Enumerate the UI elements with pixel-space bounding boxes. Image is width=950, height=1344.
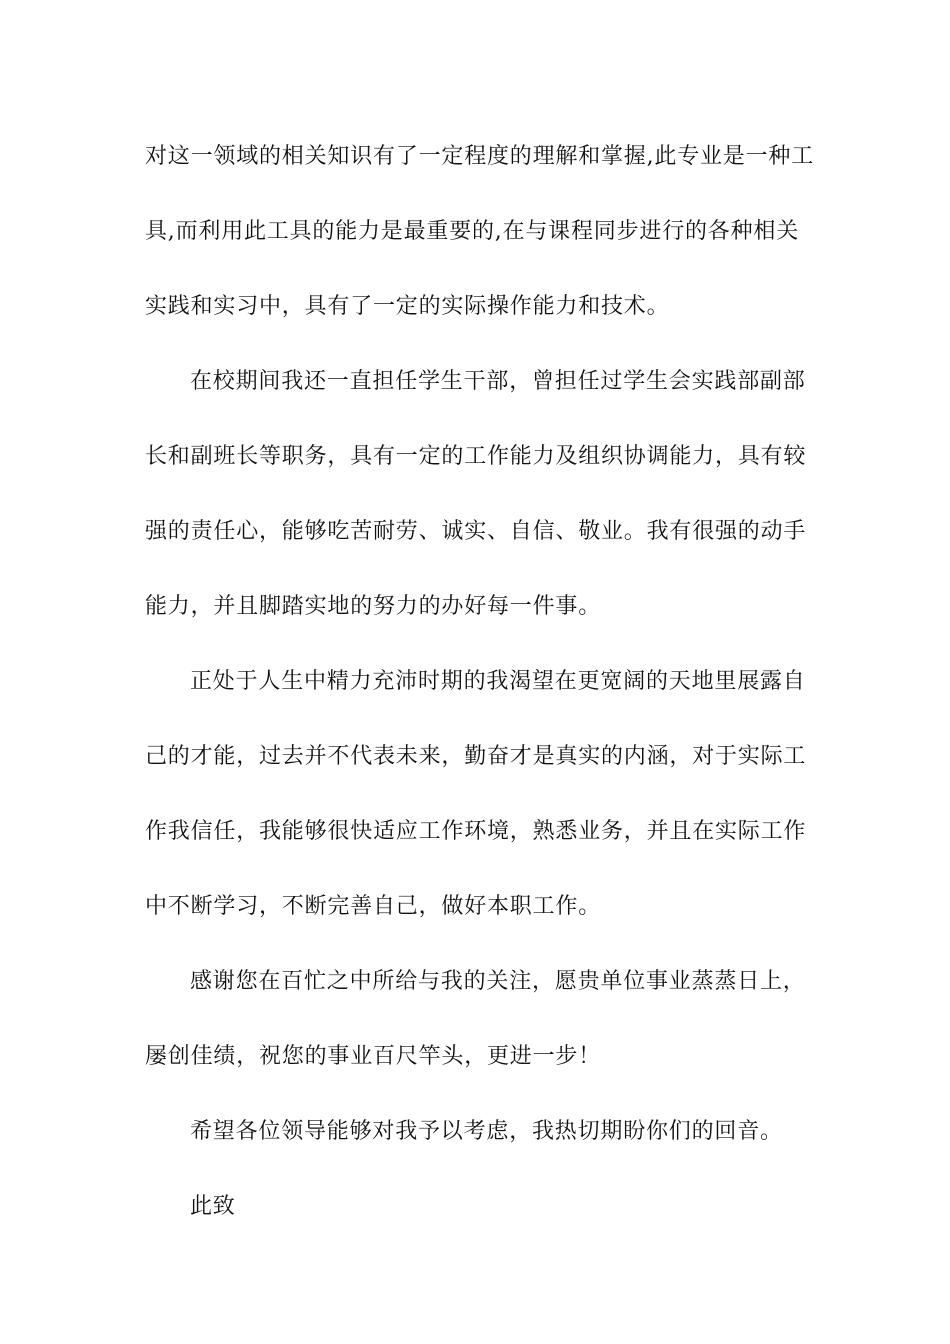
- text-line: 正处于人生中精力充沛时期的我渴望在更宽阔的天地里展露自: [190, 669, 806, 694]
- closing-line: 此致: [190, 1194, 236, 1219]
- text-line: 能力，并且脚踏实地的努力的办好每一件事。: [145, 594, 602, 619]
- text-line: 长和副班长等职务，具有一定的工作能力及组织协调能力，具有较: [145, 444, 807, 469]
- text-line: 屡创佳绩，祝您的事业百尺竿头，更进一步！: [145, 1044, 602, 1069]
- text-line: 感谢您在百忙之中所给与我的关注，愿贵单位事业蒸蒸日上，: [190, 969, 806, 994]
- text-line: 希望各位领导能够对我予以考虑，我热切期盼你们的回音。: [190, 1119, 783, 1144]
- text-line: 对这一领域的相关知识有了一定程度的理解和掌握,此专业是一种工: [145, 144, 814, 169]
- text-line: 中不断学习，不断完善自己，做好本职工作。: [145, 894, 602, 919]
- text-line: 实践和实习中，具有了一定的实际操作能力和技术。: [145, 294, 670, 319]
- text-line: 强的责任心，能够吃苦耐劳、诚实、自信、敬业。我有很强的动手: [145, 519, 807, 544]
- text-line: 在校期间我还一直担任学生干部，曾担任过学生会实践部副部: [190, 369, 806, 394]
- text-line: 具,而利用此工具的能力是最重要的,在与课程同步进行的各种相关: [145, 219, 799, 244]
- text-line: 作我信任，我能够很快适应工作环境，熟悉业务，并且在实际工作: [145, 819, 807, 844]
- text-line: 己的才能，过去并不代表未来，勤奋才是真实的内涵，对于实际工: [145, 744, 807, 769]
